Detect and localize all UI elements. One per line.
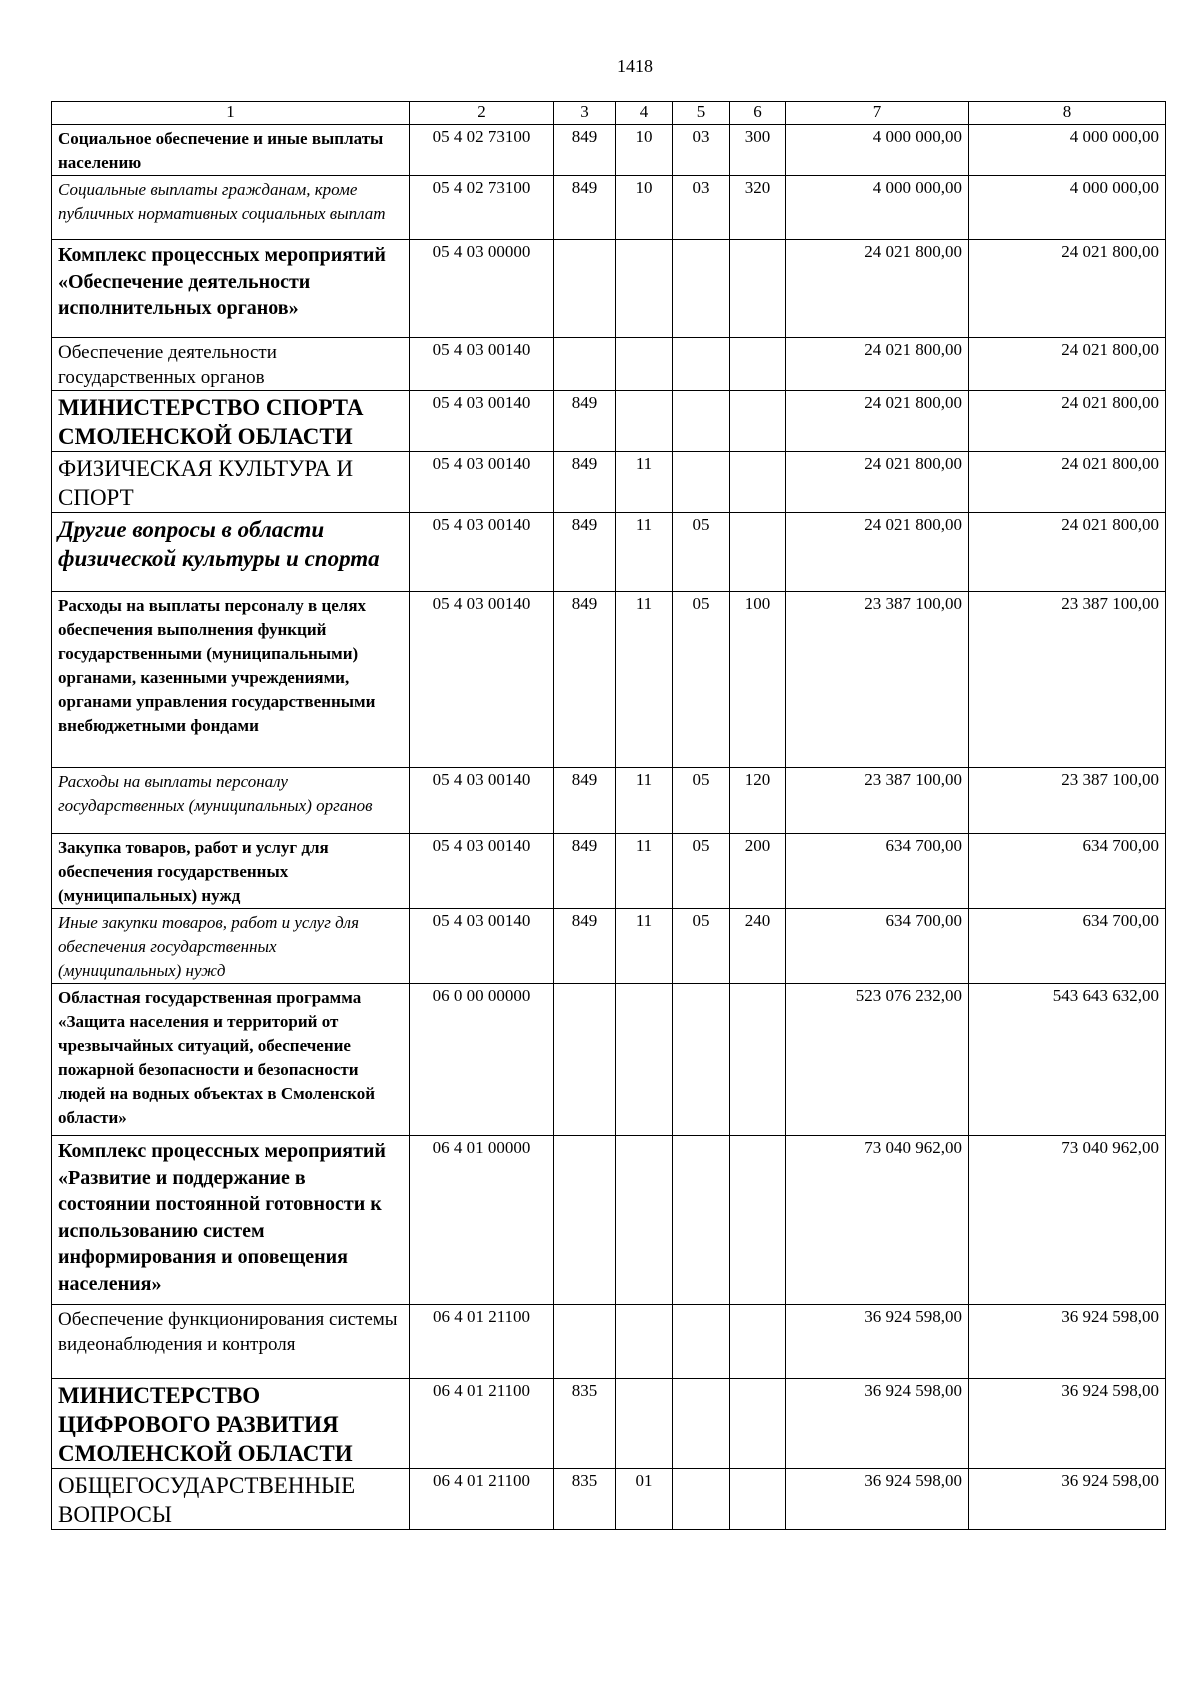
target-article-cell: 06 0 00 00000: [410, 984, 554, 1136]
expense-type-cell: [730, 391, 786, 452]
expense-type-cell: 120: [730, 768, 786, 834]
target-article-cell: 05 4 03 00140: [410, 834, 554, 909]
amount-year2-cell: 36 924 598,00: [969, 1379, 1166, 1469]
section-cell: 01: [616, 1469, 673, 1530]
row-name-cell: МИНИСТЕРСТВО СПОРТА СМОЛЕНСКОЙ ОБЛАСТИ: [52, 391, 410, 452]
expense-type-cell: [730, 452, 786, 513]
column-header: 5: [673, 102, 730, 125]
table-row: [52, 513, 1166, 592]
expense-type-cell: [730, 1379, 786, 1469]
ministry-code-cell: 849: [554, 391, 616, 452]
amount-year1-cell: 24 021 800,00: [786, 513, 969, 592]
expense-type-cell: 300: [730, 125, 786, 176]
subsection-cell: 03: [673, 176, 730, 240]
table-row: [52, 125, 1166, 176]
amount-year2-cell: 634 700,00: [969, 909, 1166, 984]
subsection-cell: [673, 452, 730, 513]
ministry-code-cell: [554, 984, 616, 1136]
subsection-cell: 05: [673, 513, 730, 592]
expense-type-cell: 100: [730, 592, 786, 768]
table-row: [52, 1469, 1166, 1530]
amount-year2-cell: 4 000 000,00: [969, 125, 1166, 176]
section-cell: 11: [616, 909, 673, 984]
subsection-cell: [673, 391, 730, 452]
amount-year2-cell: 24 021 800,00: [969, 513, 1166, 592]
ministry-code-cell: 849: [554, 592, 616, 768]
expense-type-cell: 240: [730, 909, 786, 984]
row-name-cell: Расходы на выплаты персоналу в целях обеспечения выполнения функций государственными (муниципальными) органами, казенными учреждениями, органами управления государственными внебюджетными фондами: [52, 592, 410, 768]
amount-year2-cell: 24 021 800,00: [969, 240, 1166, 338]
target-article-cell: 06 4 01 00000: [410, 1136, 554, 1305]
section-cell: [616, 338, 673, 391]
target-article-cell: 05 4 02 73100: [410, 176, 554, 240]
amount-year1-cell: 634 700,00: [786, 834, 969, 909]
table-row: [52, 240, 1166, 338]
budget-table: [51, 101, 1166, 1530]
section-cell: [616, 1305, 673, 1379]
expense-type-cell: 200: [730, 834, 786, 909]
ministry-code-cell: [554, 240, 616, 338]
section-cell: 11: [616, 834, 673, 909]
target-article-cell: 05 4 03 00140: [410, 338, 554, 391]
amount-year1-cell: 24 021 800,00: [786, 240, 969, 338]
row-name-cell: Обеспечение функционирования системы видеонаблюдения и контроля: [52, 1305, 410, 1379]
target-article-cell: 05 4 03 00140: [410, 768, 554, 834]
amount-year1-cell: 4 000 000,00: [786, 176, 969, 240]
subsection-cell: [673, 240, 730, 338]
expense-type-cell: [730, 513, 786, 592]
expense-type-cell: [730, 338, 786, 391]
row-name-cell: ФИЗИЧЕСКАЯ КУЛЬТУРА И СПОРТ: [52, 452, 410, 513]
amount-year1-cell: 24 021 800,00: [786, 338, 969, 391]
subsection-cell: 05: [673, 909, 730, 984]
table-row: [52, 1136, 1166, 1305]
table-row: [52, 768, 1166, 834]
table-row: [52, 391, 1166, 452]
table-row: [52, 984, 1166, 1136]
row-name-cell: Комплекс процессных мероприятий «Развитие и поддержание в состоянии постоянной готовности к использованию систем информирования и оповещения населения»: [52, 1136, 410, 1305]
amount-year2-cell: 24 021 800,00: [969, 391, 1166, 452]
ministry-code-cell: 835: [554, 1469, 616, 1530]
row-name-cell: ОБЩЕГОСУДАРСТВЕННЫЕ ВОПРОСЫ: [52, 1469, 410, 1530]
table-row: [52, 176, 1166, 240]
target-article-cell: 06 4 01 21100: [410, 1469, 554, 1530]
amount-year1-cell: 24 021 800,00: [786, 452, 969, 513]
section-cell: 10: [616, 125, 673, 176]
amount-year2-cell: 23 387 100,00: [969, 768, 1166, 834]
expense-type-cell: [730, 240, 786, 338]
ministry-code-cell: 849: [554, 176, 616, 240]
row-name-cell: Другие вопросы в области физической культуры и спорта: [52, 513, 410, 592]
header-row: [52, 102, 1166, 125]
ministry-code-cell: 849: [554, 125, 616, 176]
amount-year1-cell: 36 924 598,00: [786, 1305, 969, 1379]
subsection-cell: 05: [673, 834, 730, 909]
target-article-cell: 06 4 01 21100: [410, 1305, 554, 1379]
column-header: 6: [730, 102, 786, 125]
ministry-code-cell: 849: [554, 452, 616, 513]
table-row: [52, 452, 1166, 513]
amount-year1-cell: 4 000 000,00: [786, 125, 969, 176]
section-cell: 11: [616, 513, 673, 592]
amount-year1-cell: 73 040 962,00: [786, 1136, 969, 1305]
target-article-cell: 05 4 03 00140: [410, 592, 554, 768]
table-row: [52, 338, 1166, 391]
subsection-cell: [673, 984, 730, 1136]
section-cell: [616, 1136, 673, 1305]
amount-year2-cell: 24 021 800,00: [969, 452, 1166, 513]
amount-year2-cell: 73 040 962,00: [969, 1136, 1166, 1305]
amount-year2-cell: 36 924 598,00: [969, 1305, 1166, 1379]
column-header: 2: [410, 102, 554, 125]
section-cell: [616, 1379, 673, 1469]
row-name-cell: Социальные выплаты гражданам, кроме публичных нормативных социальных выплат: [52, 176, 410, 240]
amount-year2-cell: 543 643 632,00: [969, 984, 1166, 1136]
amount-year2-cell: 23 387 100,00: [969, 592, 1166, 768]
table-row: [52, 909, 1166, 984]
amount-year2-cell: 36 924 598,00: [969, 1469, 1166, 1530]
subsection-cell: 05: [673, 592, 730, 768]
subsection-cell: 05: [673, 768, 730, 834]
row-name-cell: Областная государственная программа «Защита населения и территорий от чрезвычайных ситуаций, обеспечение пожарной безопасности и безопасности людей на водных объектах в Смоленской области»: [52, 984, 410, 1136]
amount-year1-cell: 523 076 232,00: [786, 984, 969, 1136]
section-cell: [616, 240, 673, 338]
target-article-cell: 06 4 01 21100: [410, 1379, 554, 1469]
expense-type-cell: [730, 1136, 786, 1305]
section-cell: 11: [616, 592, 673, 768]
expense-type-cell: [730, 1469, 786, 1530]
subsection-cell: [673, 1305, 730, 1379]
page-number: 1418: [617, 56, 653, 76]
section-cell: 11: [616, 452, 673, 513]
target-article-cell: 05 4 03 00000: [410, 240, 554, 338]
row-name-cell: Обеспечение деятельности государственных органов: [52, 338, 410, 391]
amount-year1-cell: 36 924 598,00: [786, 1469, 969, 1530]
target-article-cell: 05 4 03 00140: [410, 391, 554, 452]
table-row: [52, 1305, 1166, 1379]
amount-year2-cell: 634 700,00: [969, 834, 1166, 909]
expense-type-cell: 320: [730, 176, 786, 240]
ministry-code-cell: [554, 338, 616, 391]
row-name-cell: Социальное обеспечение и иные выплаты населению: [52, 125, 410, 176]
column-header: 7: [786, 102, 969, 125]
ministry-code-cell: 849: [554, 768, 616, 834]
table-row: [52, 592, 1166, 768]
ministry-code-cell: 849: [554, 513, 616, 592]
column-header: 1: [52, 102, 410, 125]
ministry-code-cell: 835: [554, 1379, 616, 1469]
column-header: 4: [616, 102, 673, 125]
row-name-cell: Иные закупки товаров, работ и услуг для обеспечения государственных (муниципальных) нужд: [52, 909, 410, 984]
amount-year2-cell: 24 021 800,00: [969, 338, 1166, 391]
target-article-cell: 05 4 02 73100: [410, 125, 554, 176]
section-cell: [616, 391, 673, 452]
amount-year1-cell: 634 700,00: [786, 909, 969, 984]
amount-year1-cell: 36 924 598,00: [786, 1379, 969, 1469]
target-article-cell: 05 4 03 00140: [410, 513, 554, 592]
column-header: 3: [554, 102, 616, 125]
ministry-code-cell: 849: [554, 909, 616, 984]
section-cell: [616, 984, 673, 1136]
ministry-code-cell: [554, 1136, 616, 1305]
subsection-cell: 03: [673, 125, 730, 176]
row-name-cell: Комплекс процессных мероприятий «Обеспечение деятельности исполнительных органов»: [52, 240, 410, 338]
expense-type-cell: [730, 984, 786, 1136]
row-name-cell: МИНИСТЕРСТВО ЦИФРОВОГО РАЗВИТИЯ СМОЛЕНСКОЙ ОБЛАСТИ: [52, 1379, 410, 1469]
subsection-cell: [673, 1379, 730, 1469]
amount-year1-cell: 24 021 800,00: [786, 391, 969, 452]
table-row: [52, 1379, 1166, 1469]
table-row: [52, 834, 1166, 909]
section-cell: 10: [616, 176, 673, 240]
amount-year2-cell: 4 000 000,00: [969, 176, 1166, 240]
target-article-cell: 05 4 03 00140: [410, 909, 554, 984]
section-cell: 11: [616, 768, 673, 834]
target-article-cell: 05 4 03 00140: [410, 452, 554, 513]
subsection-cell: [673, 1136, 730, 1305]
amount-year1-cell: 23 387 100,00: [786, 592, 969, 768]
expense-type-cell: [730, 1305, 786, 1379]
ministry-code-cell: [554, 1305, 616, 1379]
column-header: 8: [969, 102, 1166, 125]
ministry-code-cell: 849: [554, 834, 616, 909]
subsection-cell: [673, 1469, 730, 1530]
subsection-cell: [673, 338, 730, 391]
row-name-cell: Закупка товаров, работ и услуг для обеспечения государственных (муниципальных) нужд: [52, 834, 410, 909]
row-name-cell: Расходы на выплаты персоналу государственных (муниципальных) органов: [52, 768, 410, 834]
amount-year1-cell: 23 387 100,00: [786, 768, 969, 834]
